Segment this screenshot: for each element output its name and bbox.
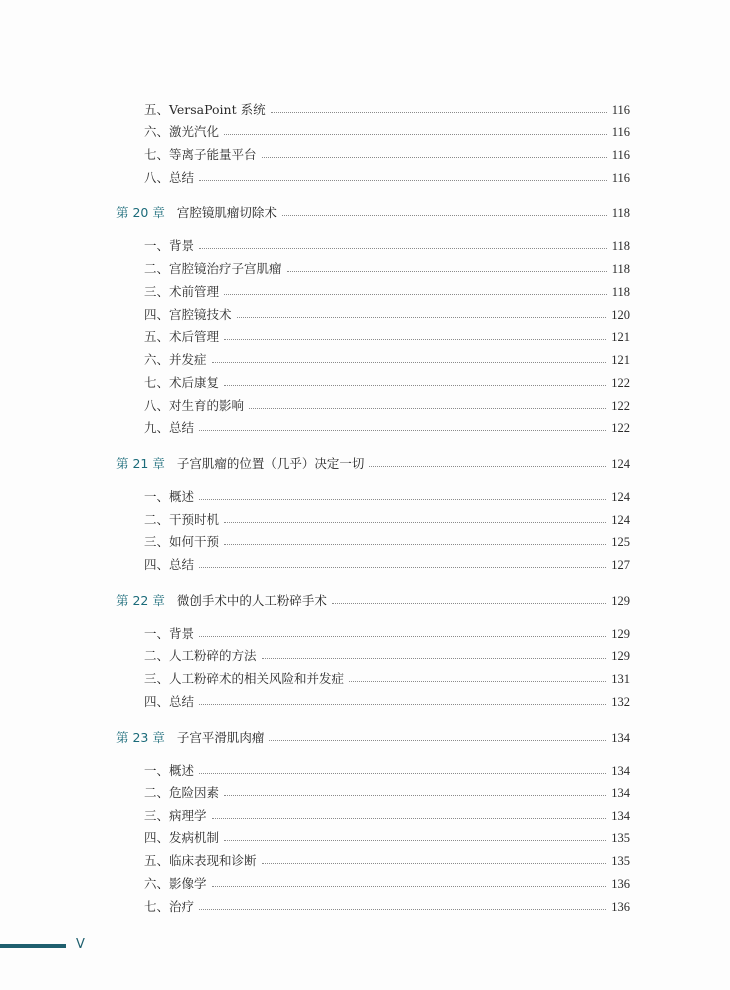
toc-section-entry[interactable] — [144, 830, 630, 846]
section-title: 七、等离子能量平台 — [144, 147, 257, 162]
footer-accent-bar — [0, 944, 66, 948]
toc-section-entry[interactable] — [144, 876, 630, 892]
section-title: 二、危险因素 — [144, 785, 220, 800]
toc-section-entry[interactable] — [144, 398, 630, 414]
dot-leader — [224, 794, 606, 796]
dot-leader — [269, 739, 606, 741]
section-title: 三、术前管理 — [144, 284, 220, 299]
page-number: 124 — [611, 490, 630, 504]
toc-chapter-entry[interactable] — [116, 593, 630, 609]
section-title: 七、术后康复 — [144, 375, 220, 390]
section-title: 四、总结 — [144, 694, 195, 709]
section-title: 四、宫腔镜技术 — [144, 307, 232, 322]
page-number: 131 — [611, 672, 630, 686]
page-number: 129 — [611, 594, 630, 608]
section-title: 九、总结 — [144, 420, 195, 435]
section-title: 一、概述 — [144, 763, 195, 778]
page-number: 118 — [611, 239, 630, 253]
page-number: 122 — [611, 376, 630, 390]
section-title: 六、影像学 — [144, 876, 207, 891]
toc-section-entry[interactable] — [144, 284, 630, 300]
dot-leader — [212, 361, 607, 363]
toc-section-entry[interactable] — [144, 785, 630, 801]
section-title: 二、干预时机 — [144, 512, 220, 527]
page-number: 116 — [611, 171, 630, 185]
dot-leader — [249, 407, 606, 409]
section-title: 三、病理学 — [144, 808, 207, 823]
page-number: 136 — [611, 877, 630, 891]
dot-leader — [271, 111, 607, 113]
page-number: 129 — [611, 627, 630, 641]
toc-section-entry[interactable] — [144, 648, 630, 664]
dot-leader — [262, 156, 607, 158]
page-number: 121 — [611, 330, 630, 344]
page-number: 118 — [611, 262, 630, 276]
dot-leader — [262, 657, 607, 659]
chapter-number: 第 23 章 — [116, 730, 165, 745]
toc-section-entry[interactable] — [144, 307, 630, 323]
page-number: 134 — [611, 731, 630, 745]
chapter-title: 子宫肌瘤的位置（几乎）决定一切 — [176, 456, 365, 471]
toc-section-entry[interactable] — [144, 512, 630, 528]
toc-section-entry[interactable] — [144, 102, 630, 118]
dot-leader — [199, 772, 606, 774]
toc-section-entry[interactable] — [144, 261, 630, 277]
section-title: 八、总结 — [144, 170, 195, 185]
dot-leader — [199, 429, 606, 431]
chapter-number: 第 21 章 — [116, 456, 165, 471]
section-title: 二、人工粉碎的方法 — [144, 648, 257, 663]
section-title: 五、VersaPoint 系统 — [144, 102, 266, 117]
dot-leader — [224, 293, 607, 295]
dot-leader — [224, 384, 606, 386]
section-title: 四、总结 — [144, 557, 195, 572]
page-number: 120 — [611, 308, 630, 322]
page-number: 116 — [611, 125, 630, 139]
toc-section-entry[interactable] — [144, 147, 630, 163]
toc-section-entry[interactable] — [144, 557, 630, 573]
section-title: 一、背景 — [144, 238, 195, 253]
section-title: 六、并发症 — [144, 352, 207, 367]
page-number: 116 — [611, 148, 630, 162]
page-number: 121 — [611, 353, 630, 367]
toc-section-entry[interactable] — [144, 626, 630, 642]
dot-leader — [262, 862, 607, 864]
chapter-title: 子宫平滑肌肉瘤 — [176, 730, 265, 745]
page-number: 134 — [611, 809, 630, 823]
section-title: 六、激光汽化 — [144, 124, 220, 139]
chapter-number: 第 20 章 — [116, 205, 165, 220]
footer-page-number: V — [76, 937, 85, 952]
section-title: 八、对生育的影响 — [144, 398, 245, 413]
chapter-title: 宫腔镜肌瘤切除术 — [176, 205, 277, 220]
toc-section-entry[interactable] — [144, 694, 630, 710]
toc-section-entry[interactable] — [144, 489, 630, 505]
chapter-title: 微创手术中的人工粉碎手术 — [176, 593, 327, 608]
toc-section-entry[interactable] — [144, 899, 630, 915]
page-number: 122 — [611, 399, 630, 413]
dot-leader — [199, 179, 607, 181]
section-title: 七、治疗 — [144, 899, 195, 914]
toc-section-entry[interactable] — [144, 124, 630, 140]
dot-leader — [224, 338, 606, 340]
dot-leader — [332, 602, 606, 604]
toc-section-entry[interactable] — [144, 671, 630, 687]
toc-section-entry[interactable] — [144, 763, 630, 779]
toc-section-entry[interactable] — [144, 808, 630, 824]
dot-leader — [212, 817, 607, 819]
page-number: 122 — [611, 421, 630, 435]
section-title: 四、发病机制 — [144, 830, 220, 845]
page-number: 135 — [611, 831, 630, 845]
page-number: 116 — [611, 103, 630, 117]
toc-section-entry[interactable] — [144, 420, 630, 436]
page-number: 125 — [611, 535, 630, 549]
section-title: 二、宫腔镜治疗子宫肌瘤 — [144, 261, 282, 276]
dot-leader — [199, 566, 606, 568]
dot-leader — [369, 465, 606, 467]
page-number: 118 — [611, 206, 630, 220]
dot-leader — [224, 543, 606, 545]
page-number: 124 — [611, 513, 630, 527]
toc-chapter-entry[interactable] — [116, 456, 630, 472]
page-number: 124 — [611, 457, 630, 471]
dot-leader — [212, 885, 607, 887]
toc-section-entry[interactable] — [144, 238, 630, 254]
toc-section-entry[interactable] — [144, 329, 630, 345]
dot-leader — [282, 214, 607, 216]
page-number: 129 — [611, 649, 630, 663]
dot-leader — [287, 270, 607, 272]
dot-leader — [224, 521, 606, 523]
toc-section-entry[interactable] — [144, 853, 630, 869]
toc-chapter-entry[interactable] — [116, 730, 630, 746]
dot-leader — [199, 247, 607, 249]
page-number: 134 — [611, 786, 630, 800]
section-title: 五、临床表现和诊断 — [144, 853, 257, 868]
toc-chapter-entry[interactable] — [116, 205, 630, 221]
page-number: 135 — [611, 854, 630, 868]
dot-leader — [237, 316, 607, 318]
page-number: 132 — [611, 695, 630, 709]
page-number: 118 — [611, 285, 630, 299]
dot-leader — [224, 133, 607, 135]
toc-section-entry[interactable] — [144, 352, 630, 368]
section-title: 三、如何干预 — [144, 534, 220, 549]
dot-leader — [199, 498, 606, 500]
toc-section-entry[interactable] — [144, 375, 630, 391]
section-title: 一、概述 — [144, 489, 195, 504]
section-title: 五、术后管理 — [144, 329, 220, 344]
toc-section-entry[interactable] — [144, 170, 630, 186]
dot-leader — [224, 839, 606, 841]
dot-leader — [349, 680, 606, 682]
section-title: 三、人工粉碎术的相关风险和并发症 — [144, 671, 345, 686]
dot-leader — [199, 703, 606, 705]
dot-leader — [199, 908, 606, 910]
section-title: 一、背景 — [144, 626, 195, 641]
dot-leader — [199, 635, 606, 637]
page-number: 127 — [611, 558, 630, 572]
toc-section-entry[interactable] — [144, 534, 630, 550]
page-number: 134 — [611, 764, 630, 778]
page-number: 136 — [611, 900, 630, 914]
chapter-number: 第 22 章 — [116, 593, 165, 608]
